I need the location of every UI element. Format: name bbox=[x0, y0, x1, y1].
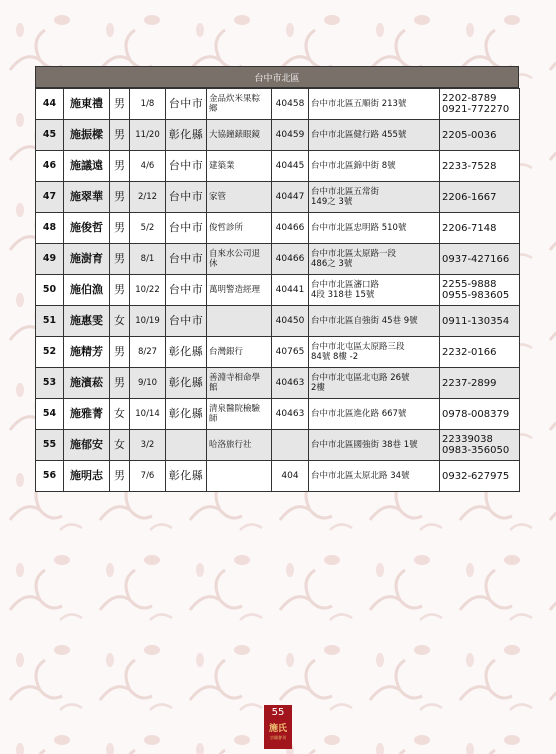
member-hometown: 台中市 bbox=[166, 244, 207, 275]
member-address: 台中市北區五常街 149之 3號 bbox=[309, 182, 440, 213]
member-sex: 男 bbox=[110, 244, 130, 275]
member-hometown: 台中市 bbox=[166, 182, 207, 213]
member-hometown bbox=[166, 430, 207, 461]
table-body bbox=[36, 89, 520, 492]
member-phone: 2206-1667 bbox=[440, 182, 520, 213]
table-row bbox=[36, 275, 520, 306]
member-occupation: 清泉醫院檢驗 師 bbox=[207, 399, 272, 430]
member-number: 52 bbox=[36, 337, 64, 368]
member-birthday: 4/6 bbox=[130, 151, 166, 182]
page-number-badge bbox=[264, 705, 292, 749]
member-occupation: 自來水公司退 休 bbox=[207, 244, 272, 275]
member-birthday: 2/12 bbox=[130, 182, 166, 213]
member-birthday: 7/6 bbox=[130, 461, 166, 492]
member-phone: 0978-008379 bbox=[440, 399, 520, 430]
member-number: 53 bbox=[36, 368, 64, 399]
member-name: 施議遠 bbox=[64, 151, 110, 182]
member-name: 施郁安 bbox=[64, 430, 110, 461]
member-hometown: 台中市 bbox=[166, 89, 207, 120]
member-zip: 40459 bbox=[272, 120, 309, 151]
member-sex: 男 bbox=[110, 337, 130, 368]
member-occupation: 大協鐘錶眼鏡 bbox=[207, 120, 272, 151]
member-address: 台中市北區國強街 38巷 1號 bbox=[309, 430, 440, 461]
member-name: 施翠華 bbox=[64, 182, 110, 213]
table-row bbox=[36, 244, 520, 275]
table-row bbox=[36, 399, 520, 430]
member-sex: 女 bbox=[110, 399, 130, 430]
member-birthday: 10/19 bbox=[130, 306, 166, 337]
member-phone: 0932-627975 bbox=[440, 461, 520, 492]
member-name: 施振樑 bbox=[64, 120, 110, 151]
clan-logo-subtitle: 宗親會刊 bbox=[270, 735, 286, 740]
member-sex: 男 bbox=[110, 461, 130, 492]
member-number: 56 bbox=[36, 461, 64, 492]
table-row bbox=[36, 151, 520, 182]
member-phone: 2233-7528 bbox=[440, 151, 520, 182]
member-address: 台中市北區健行路 455號 bbox=[309, 120, 440, 151]
table-row bbox=[36, 89, 520, 120]
table-row bbox=[36, 430, 520, 461]
member-number: 45 bbox=[36, 120, 64, 151]
member-sex: 女 bbox=[110, 430, 130, 461]
member-table bbox=[35, 88, 520, 492]
member-zip: 40441 bbox=[272, 275, 309, 306]
member-zip: 40447 bbox=[272, 182, 309, 213]
member-roster bbox=[35, 66, 519, 492]
member-sex: 男 bbox=[110, 368, 130, 399]
member-name: 施東禮 bbox=[64, 89, 110, 120]
table-row bbox=[36, 368, 520, 399]
member-hometown: 彰化縣 bbox=[166, 368, 207, 399]
member-number: 44 bbox=[36, 89, 64, 120]
member-number: 54 bbox=[36, 399, 64, 430]
member-phone: 2232-0166 bbox=[440, 337, 520, 368]
member-address: 台中市北區自強街 45巷 9號 bbox=[309, 306, 440, 337]
member-birthday: 11/20 bbox=[130, 120, 166, 151]
member-zip: 40466 bbox=[272, 213, 309, 244]
member-birthday: 10/22 bbox=[130, 275, 166, 306]
table-row bbox=[36, 306, 520, 337]
member-address: 台中市北區忠明路 510號 bbox=[309, 213, 440, 244]
member-hometown: 台中市 bbox=[166, 151, 207, 182]
table-row bbox=[36, 120, 520, 151]
member-number: 46 bbox=[36, 151, 64, 182]
member-zip: 404 bbox=[272, 461, 309, 492]
member-address: 台中市北區太原路一段 486之 3號 bbox=[309, 244, 440, 275]
member-phone: 2205-0036 bbox=[440, 120, 520, 151]
member-hometown: 台中市 bbox=[166, 213, 207, 244]
member-hometown: 台中市 bbox=[166, 275, 207, 306]
member-occupation: 萬明警造經理 bbox=[207, 275, 272, 306]
member-birthday: 3/2 bbox=[130, 430, 166, 461]
member-birthday: 5/2 bbox=[130, 213, 166, 244]
member-zip: 40466 bbox=[272, 244, 309, 275]
member-occupation: 家管 bbox=[207, 182, 272, 213]
member-hometown: 彰化縣 bbox=[166, 461, 207, 492]
member-occupation: 台灣銀行 bbox=[207, 337, 272, 368]
table-row bbox=[36, 213, 520, 244]
member-occupation bbox=[207, 306, 272, 337]
member-name: 施俊哲 bbox=[64, 213, 110, 244]
region-title: 台中市北區 bbox=[35, 66, 519, 88]
member-zip: 40450 bbox=[272, 306, 309, 337]
member-address: 台中市北區瀋口路 4段 318巷 15號 bbox=[309, 275, 440, 306]
member-occupation: 善淵寺相命學 館 bbox=[207, 368, 272, 399]
member-sex: 男 bbox=[110, 182, 130, 213]
member-phone: 0911-130354 bbox=[440, 306, 520, 337]
member-number: 47 bbox=[36, 182, 64, 213]
member-hometown: 彰化縣 bbox=[166, 337, 207, 368]
member-birthday: 1/8 bbox=[130, 89, 166, 120]
member-birthday: 8/27 bbox=[130, 337, 166, 368]
member-number: 51 bbox=[36, 306, 64, 337]
member-occupation bbox=[207, 461, 272, 492]
member-birthday: 10/14 bbox=[130, 399, 166, 430]
member-address: 台中市北屯區北屯路 26號 2樓 bbox=[309, 368, 440, 399]
member-zip bbox=[272, 430, 309, 461]
member-sex: 男 bbox=[110, 151, 130, 182]
member-occupation: 哈洛旅行社 bbox=[207, 430, 272, 461]
member-zip: 40463 bbox=[272, 368, 309, 399]
member-number: 48 bbox=[36, 213, 64, 244]
member-name: 施澍育 bbox=[64, 244, 110, 275]
member-address: 台中市北區五順街 213號 bbox=[309, 89, 440, 120]
member-number: 50 bbox=[36, 275, 64, 306]
member-zip: 40445 bbox=[272, 151, 309, 182]
member-zip: 40458 bbox=[272, 89, 309, 120]
member-address: 台中市北區錦中街 8號 bbox=[309, 151, 440, 182]
member-occupation: 俊哲診所 bbox=[207, 213, 272, 244]
member-phone: 2206-7148 bbox=[440, 213, 520, 244]
member-number: 49 bbox=[36, 244, 64, 275]
member-hometown: 彰化縣 bbox=[166, 399, 207, 430]
member-hometown: 彰化縣 bbox=[166, 120, 207, 151]
member-name: 施伯漁 bbox=[64, 275, 110, 306]
member-address: 台中市北區進化路 667號 bbox=[309, 399, 440, 430]
member-zip: 40463 bbox=[272, 399, 309, 430]
member-occupation: 金品炊米果粽 鄉 bbox=[207, 89, 272, 120]
member-address: 台中市北屯區太原路三段 84號 8樓 -2 bbox=[309, 337, 440, 368]
member-sex: 男 bbox=[110, 213, 130, 244]
member-hometown: 台中市 bbox=[166, 306, 207, 337]
member-address: 台中市北區太原北路 34號 bbox=[309, 461, 440, 492]
member-phone: 22339038 0983-356050 bbox=[440, 430, 520, 461]
member-phone: 2255-9888 0955-983605 bbox=[440, 275, 520, 306]
member-birthday: 9/10 bbox=[130, 368, 166, 399]
member-name: 施雅菁 bbox=[64, 399, 110, 430]
member-number: 55 bbox=[36, 430, 64, 461]
member-sex: 男 bbox=[110, 89, 130, 120]
member-name: 施惠雯 bbox=[64, 306, 110, 337]
table-row bbox=[36, 461, 520, 492]
member-name: 施明志 bbox=[64, 461, 110, 492]
page-number: 55 bbox=[271, 707, 285, 718]
member-birthday: 8/1 bbox=[130, 244, 166, 275]
table-row bbox=[36, 182, 520, 213]
member-occupation: 建築業 bbox=[207, 151, 272, 182]
member-sex: 男 bbox=[110, 120, 130, 151]
clan-logo: 施氏 bbox=[268, 724, 287, 734]
table-row bbox=[36, 337, 520, 368]
member-phone: 0937-427166 bbox=[440, 244, 520, 275]
member-zip: 40765 bbox=[272, 337, 309, 368]
member-sex: 女 bbox=[110, 306, 130, 337]
member-phone: 2237-2899 bbox=[440, 368, 520, 399]
member-name: 施濱菘 bbox=[64, 368, 110, 399]
member-name: 施精芳 bbox=[64, 337, 110, 368]
member-phone: 2202-8789 0921-772270 bbox=[440, 89, 520, 120]
member-sex: 男 bbox=[110, 275, 130, 306]
